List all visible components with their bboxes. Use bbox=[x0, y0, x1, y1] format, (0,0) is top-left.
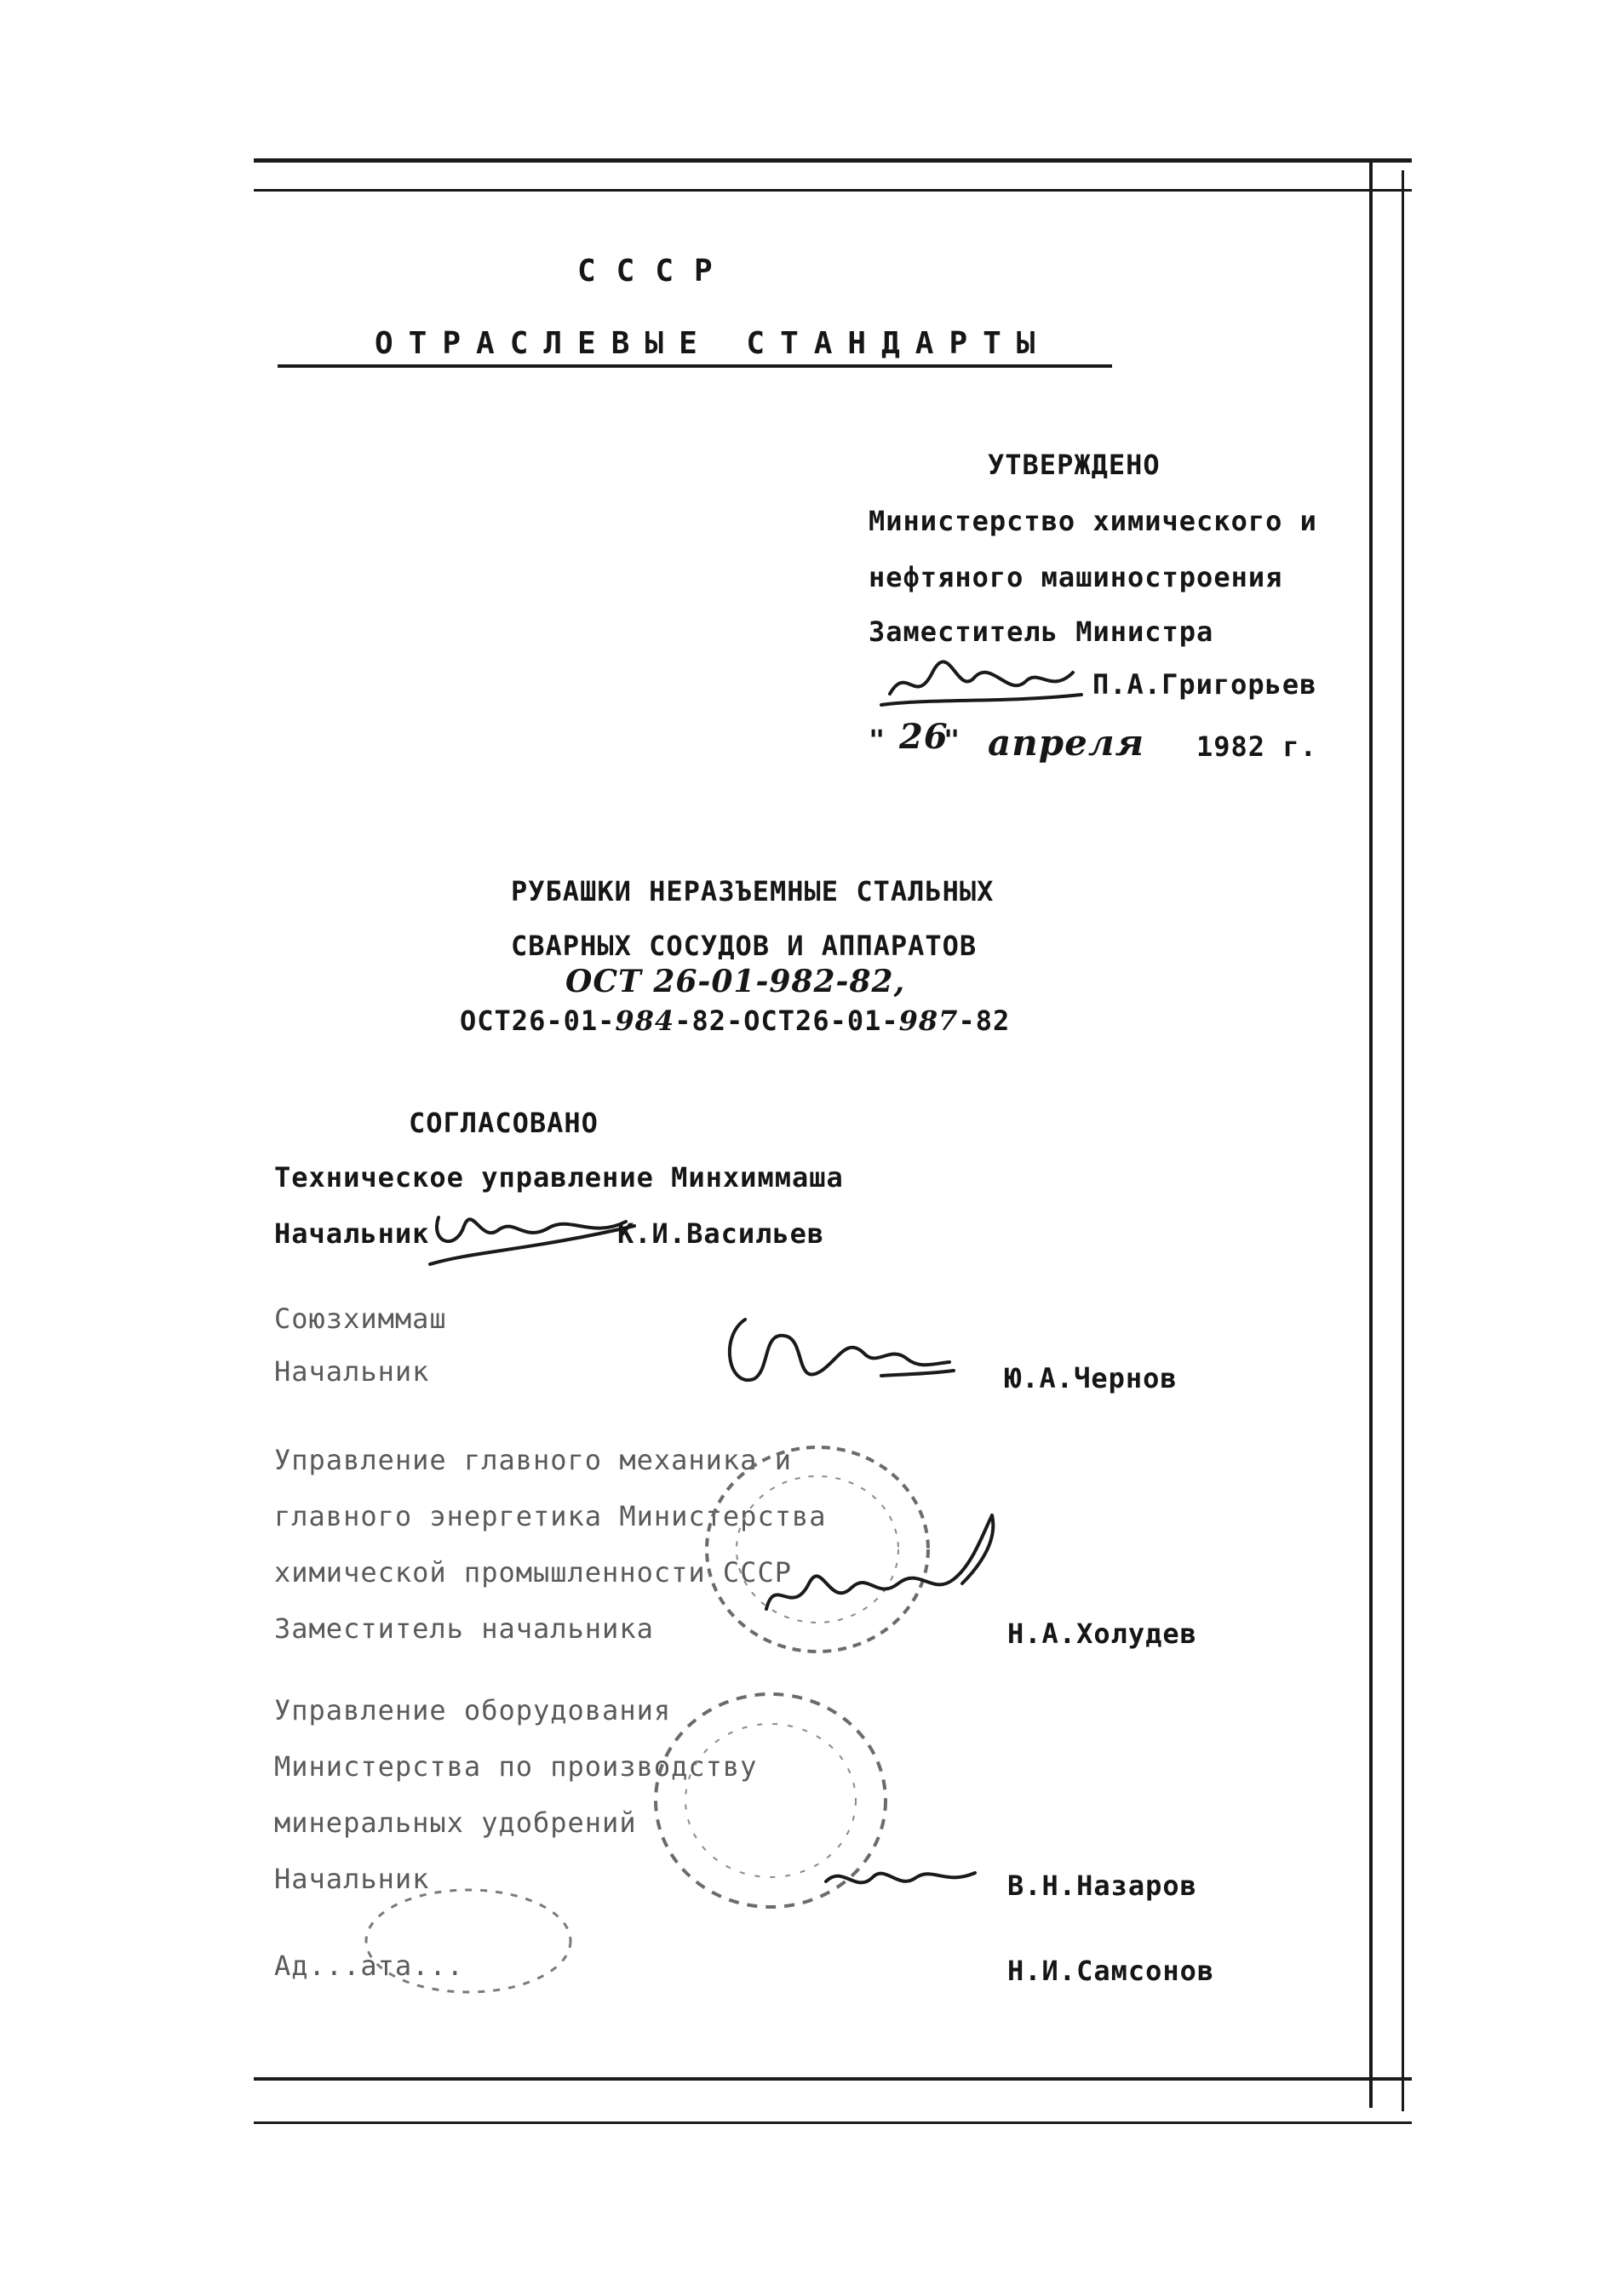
code-number-1: 984 bbox=[615, 1005, 675, 1037]
agreed-name: Н.А.Холудев bbox=[1007, 1618, 1197, 1650]
title-handwritten-insert: ОСТ 26-01-982-82, bbox=[565, 964, 906, 999]
frame-bottom-rule bbox=[254, 2077, 1412, 2081]
holudev-signature bbox=[749, 1507, 1005, 1635]
agreed-position: Ад...ата... bbox=[274, 1950, 464, 1982]
agreed-name: К.И.Васильев bbox=[617, 1217, 825, 1250]
agreed-position: Заместитель начальника bbox=[274, 1612, 654, 1645]
agreed-org-line: Управление оборудования bbox=[274, 1694, 672, 1726]
title-line-2: СВАРНЫХ СОСУДОВ И АППАРАТОВ bbox=[511, 930, 978, 962]
frame-right-rule-outer bbox=[1402, 170, 1404, 2111]
code-mid: -82-ОСТ26-01- bbox=[674, 1005, 899, 1037]
date-year: 1982 г. bbox=[1196, 730, 1317, 763]
approval-line-1: Министерство химического и bbox=[869, 505, 1317, 537]
code-suffix: -82 bbox=[958, 1005, 1011, 1037]
agreed-org-line: химической промышленности СССР bbox=[274, 1556, 792, 1589]
approval-heading: УТВЕРЖДЕНО bbox=[988, 449, 1161, 481]
chernov-signature bbox=[711, 1303, 958, 1413]
title-line-1: РУБАШКИ НЕРАЗЪЕМНЫЕ СТАЛЬНЫХ bbox=[511, 875, 995, 908]
agreed-heading: СОГЛАСОВАНО bbox=[409, 1107, 599, 1139]
agreed-position: Начальник bbox=[274, 1355, 430, 1388]
minister-signature bbox=[881, 647, 1086, 715]
small-stamp-icon bbox=[349, 1881, 588, 2001]
series-underline bbox=[278, 364, 1112, 368]
frame-top-rule-2 bbox=[254, 189, 1412, 192]
date-month: апреля bbox=[988, 722, 1145, 764]
agreed-org-line: Управление главного механика и bbox=[274, 1444, 792, 1476]
series-heading: ОТРАСЛЕВЫЕ СТАНДАРТЫ bbox=[375, 326, 1051, 361]
agreed-name: Н.И.Самсонов bbox=[1007, 1955, 1215, 1987]
frame-right-rule bbox=[1369, 158, 1373, 2108]
agreed-org-line: Министерства по производству bbox=[274, 1750, 758, 1783]
agreed-position: Начальник bbox=[274, 1217, 430, 1250]
date-day: 26 bbox=[899, 717, 949, 757]
frame-bottom-rule-2 bbox=[254, 2121, 1412, 2124]
standard-codes bbox=[460, 1005, 1010, 1037]
nazarov-signature bbox=[817, 1847, 988, 1907]
code-number-2: 987 bbox=[898, 1005, 959, 1037]
approval-line-3: Заместитель Министра bbox=[869, 616, 1214, 648]
agreed-org-line: Техническое управление Минхиммаша bbox=[274, 1161, 844, 1194]
agreed-org-line: минеральных удобрений bbox=[274, 1806, 637, 1839]
approval-signatory: П.А.Григорьев bbox=[1092, 668, 1317, 701]
agreed-org-line: Союзхиммаш bbox=[274, 1303, 447, 1335]
date-quote-close: " bbox=[943, 724, 961, 756]
vasiliev-signature bbox=[421, 1192, 643, 1268]
date-quote-open: " bbox=[869, 724, 886, 756]
country-heading: СССР bbox=[577, 254, 733, 289]
code-prefix: ОСТ26-01- bbox=[460, 1005, 616, 1037]
frame-top-rule bbox=[254, 158, 1412, 163]
agreed-position: Начальник bbox=[274, 1863, 430, 1895]
agreed-name: Ю.А.Чернов bbox=[1005, 1362, 1178, 1394]
agreed-org-line: главного энергетика Министерства bbox=[274, 1500, 827, 1532]
approval-line-2: нефтяного машиностроения bbox=[869, 561, 1283, 593]
agreed-name: В.Н.Назаров bbox=[1007, 1869, 1197, 1902]
